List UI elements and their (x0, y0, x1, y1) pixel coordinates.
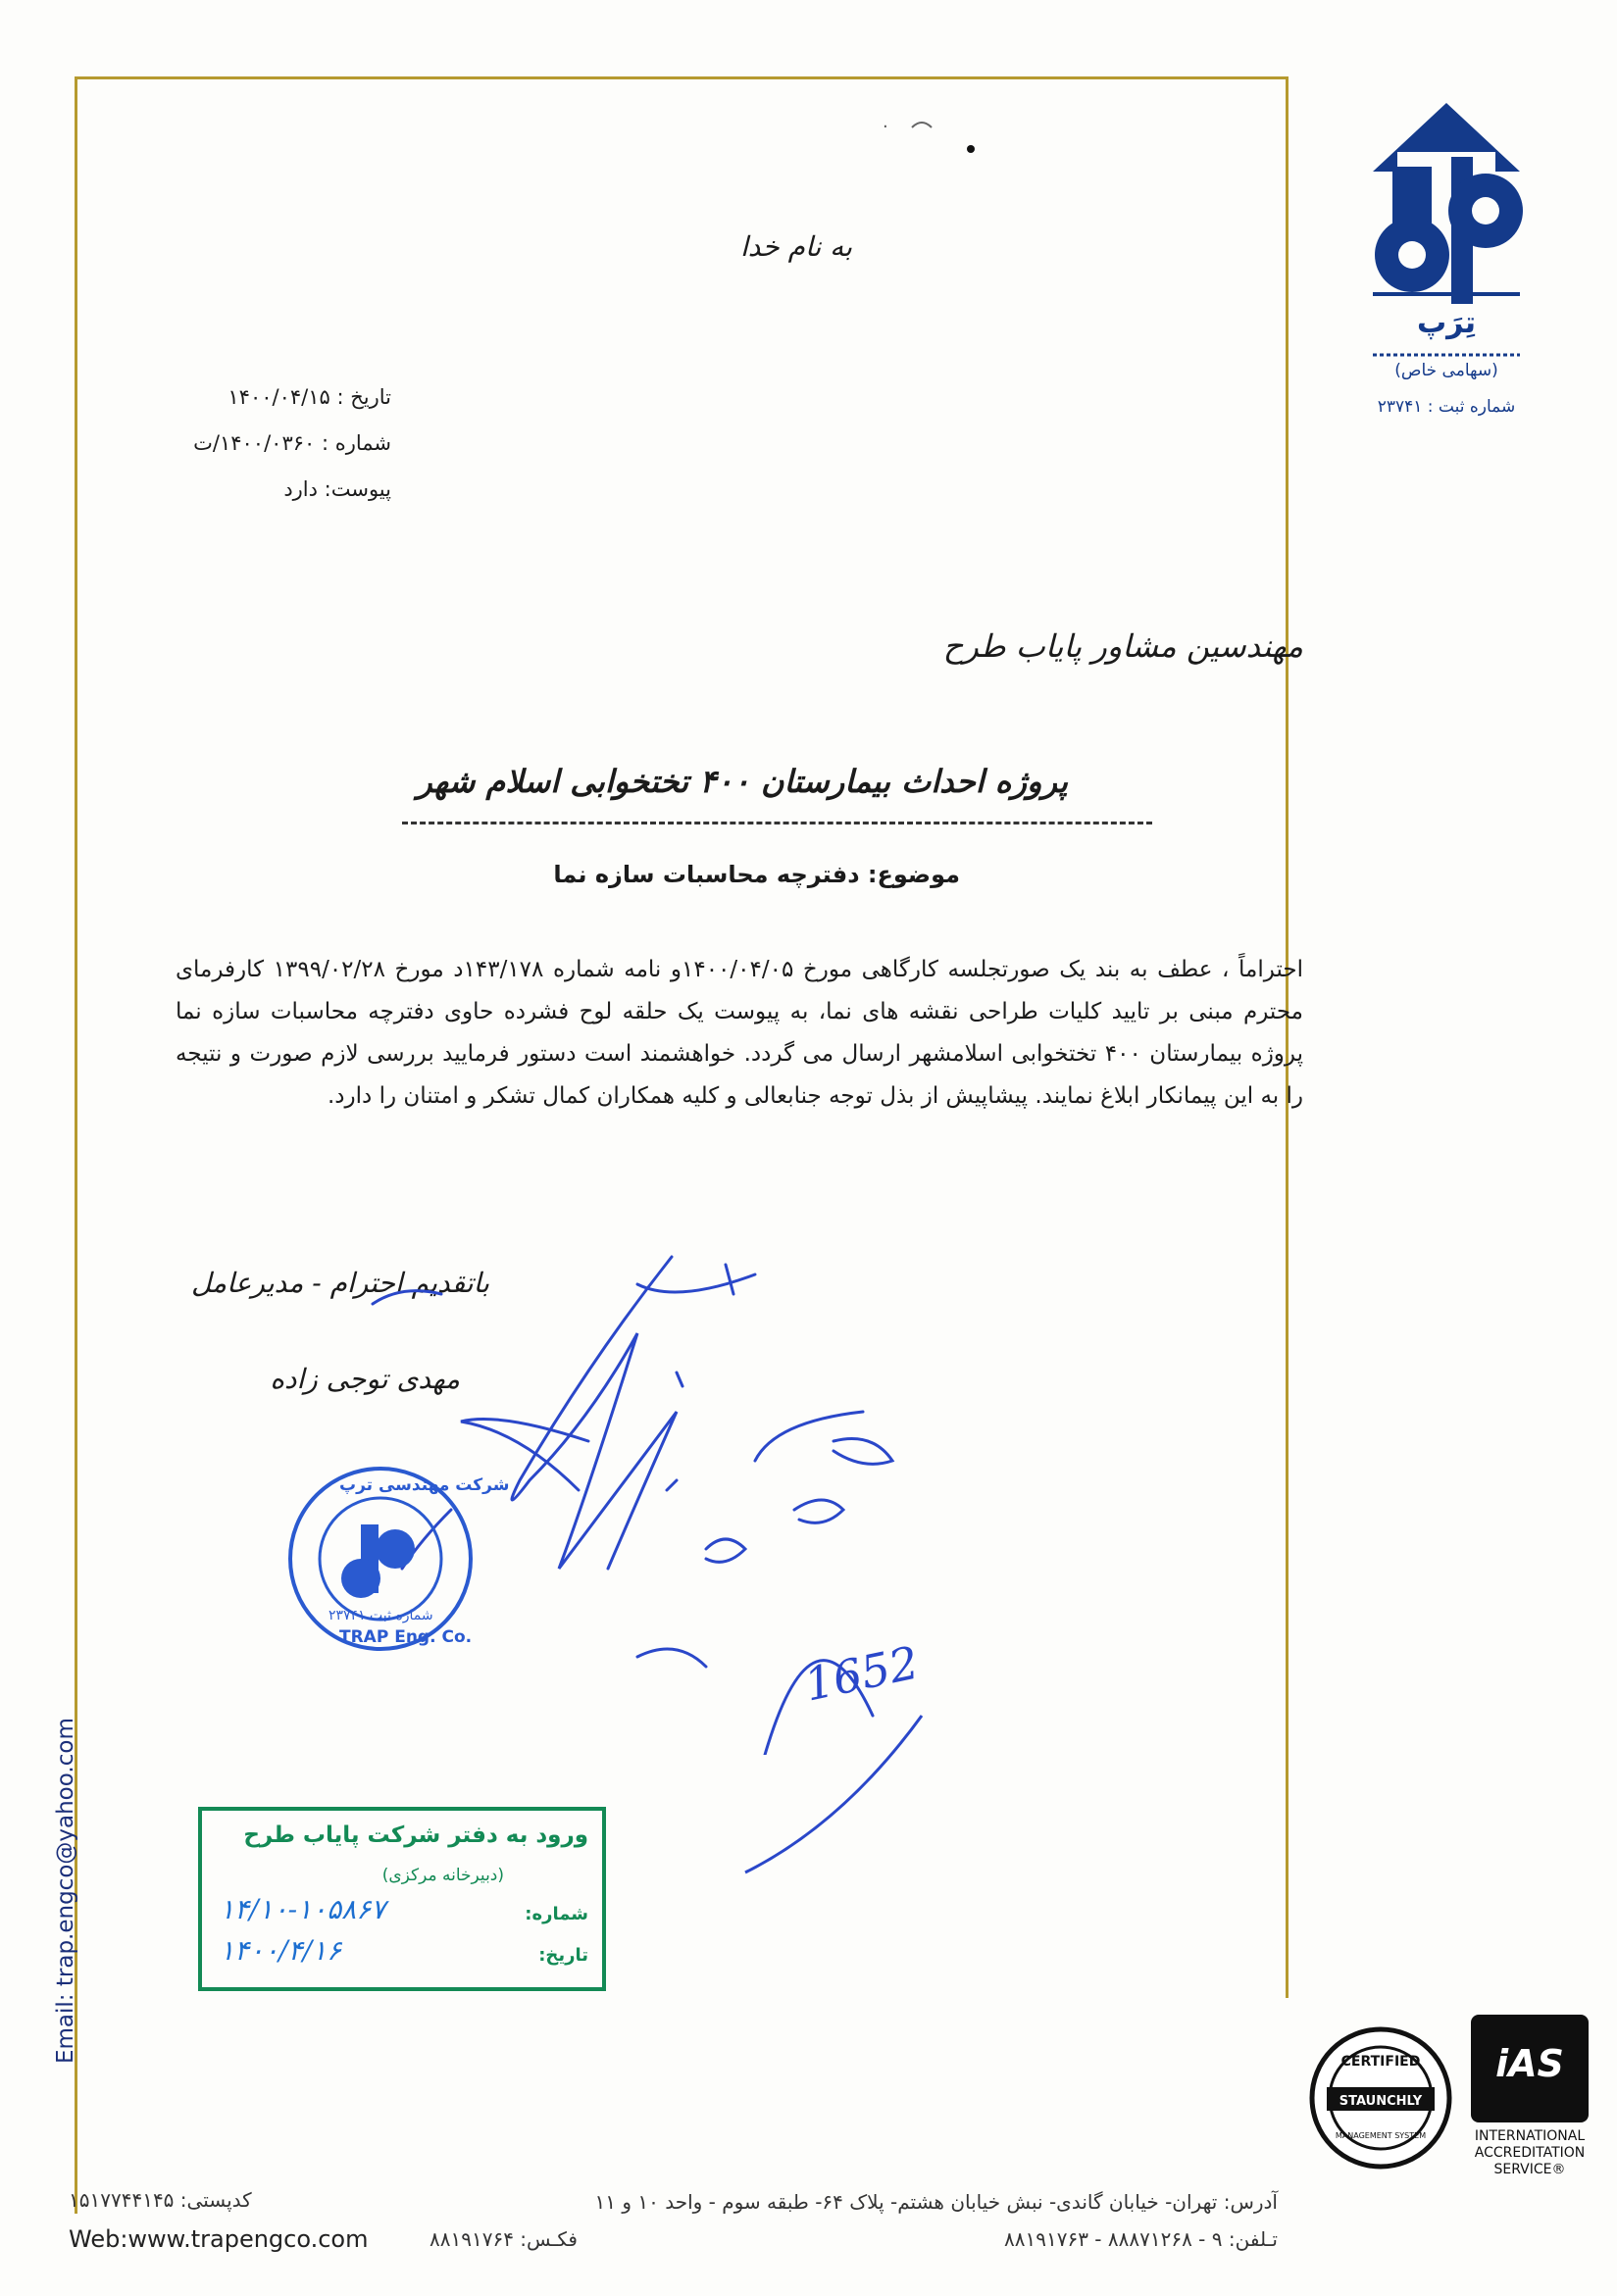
stamp-number-value: ۱۴/۱۰-۱۰۵۸۶۷ (220, 1893, 386, 1925)
certified-badge-icon (1307, 2024, 1454, 2171)
stamp-date-value: ۱۴۰۰/۴/۱۶ (220, 1934, 342, 1967)
subject-line: موضوع: دفترچه محاسبات سازه نما (553, 861, 960, 888)
ias-text-line: SERVICE® (1493, 2162, 1566, 2177)
recipient: مهندسین مشاور پایاب طرح (942, 627, 1303, 665)
email-vertical: Email: trap.engco@yahoo.com (53, 1718, 78, 2064)
stamp-subtitle: (دبیرخانه مرکزی) (381, 1866, 504, 1885)
footer-address: آدرس: تهران- خیابان گاندی- نبش خیابان هشتم- پلاک ۶۴- طبقه سوم - واحد ۱۰ و ۱۱ (594, 2190, 1278, 2214)
cert-body-text: STAUNCHLY (1339, 2094, 1423, 2109)
letter-date: تاریخ : ۱۴۰۰/۰۴/۱۵ (227, 385, 391, 409)
handwritten-number: 1652 (799, 1635, 924, 1712)
company-type: (سهامی خاص) (1394, 361, 1498, 380)
signer-name: مهدی توجی زاده (270, 1363, 460, 1395)
stamp-date-label: تاریخ: (538, 1945, 588, 1966)
letter-body: احتراماً ، عطف به بند یک صورتجلسه کارگاهی مورخ ۱۴۰۰/۰۴/۰۵و نامه شماره ۱۴۳/۱۷۸د مورخ ۱۳۹۹/۰۲/۲۸ کارفرمای محترم مبنی بر تایید کلیات طراحی نقشه های نما، به پیوست یک حلقه لوح فشرده حاوی دفترچه محاسبات سازه نما پروژه بیمارستان ۴۰۰ تختخوابی اسلامشهر ارسال می گردد. خواهشمند است دستور فرمایید بررسی لازم صورت و نتیجه را به این پیمانکار ابلاغ نمایند. پیشاپیش از بذل توجه جنابعالی و کلیه همکاران کمال تشکر و امتنان را دارد. (176, 957, 1304, 1109)
closing-line: باتقدیم احترام - مدیرعامل (190, 1267, 489, 1299)
ias-mark: iAS (1495, 2042, 1564, 2085)
stamp-number-label: شماره: (525, 1904, 588, 1924)
footer-website: Web:www.trapengco.com (69, 2225, 369, 2253)
company-name: تِرَپ (1416, 306, 1477, 340)
cert-top-text: CERTIFIED (1340, 2054, 1421, 2070)
receipt-stamp (198, 1807, 606, 1991)
company-registration: شماره ثبت : ۲۳۷۴۱ (1377, 397, 1516, 417)
frame-top-line (75, 76, 1289, 79)
footer-fax: فکـس: ۸۸۱۹۱۷۶۴ (430, 2227, 578, 2251)
stamp-title: ورود به دفتر شرکت پایاب طرح (243, 1822, 588, 1848)
ias-logo-icon (1471, 2015, 1589, 2122)
divider-dashed (402, 822, 1152, 824)
bismillah: به نام خدا (739, 230, 852, 263)
letter-attachment: پیوست: دارد (283, 477, 391, 501)
project-title: پروژه احداث بیمارستان ۴۰۰ تختخوابی اسلام شهر (417, 763, 1068, 800)
seal-text-bottom: TRAP Eng. Co. (339, 1627, 473, 1647)
handwritten-stroke (726, 1706, 941, 1882)
ias-badge (1471, 2015, 1589, 2178)
footer-postal: کدپستی: ۱۵۱۷۷۴۴۱۴۵ (69, 2188, 252, 2212)
svg-text:·: · (883, 117, 888, 137)
ias-text (1471, 2128, 1589, 2178)
seal-reg: شماره ثبت ۲۳۷۴۱ (328, 1608, 433, 1623)
ias-text-line: INTERNATIONAL (1474, 2128, 1586, 2144)
ink-marks (873, 108, 990, 167)
letter-number: شماره : ۱۴۰۰/۰۳۶۰/ت (193, 431, 391, 455)
footer-phone: تـلفن: ۹ - ۸۸۸۷۱۲۶۸ - ۸۸۱۹۱۷۶۳ (1004, 2227, 1278, 2251)
cert-bottom-text: MANAGEMENT SYSTEM (1335, 2131, 1427, 2140)
seal-text-top: شرکت مهندسی ترپ (339, 1475, 510, 1495)
ias-text-line: ACCREDITATION (1474, 2145, 1586, 2161)
